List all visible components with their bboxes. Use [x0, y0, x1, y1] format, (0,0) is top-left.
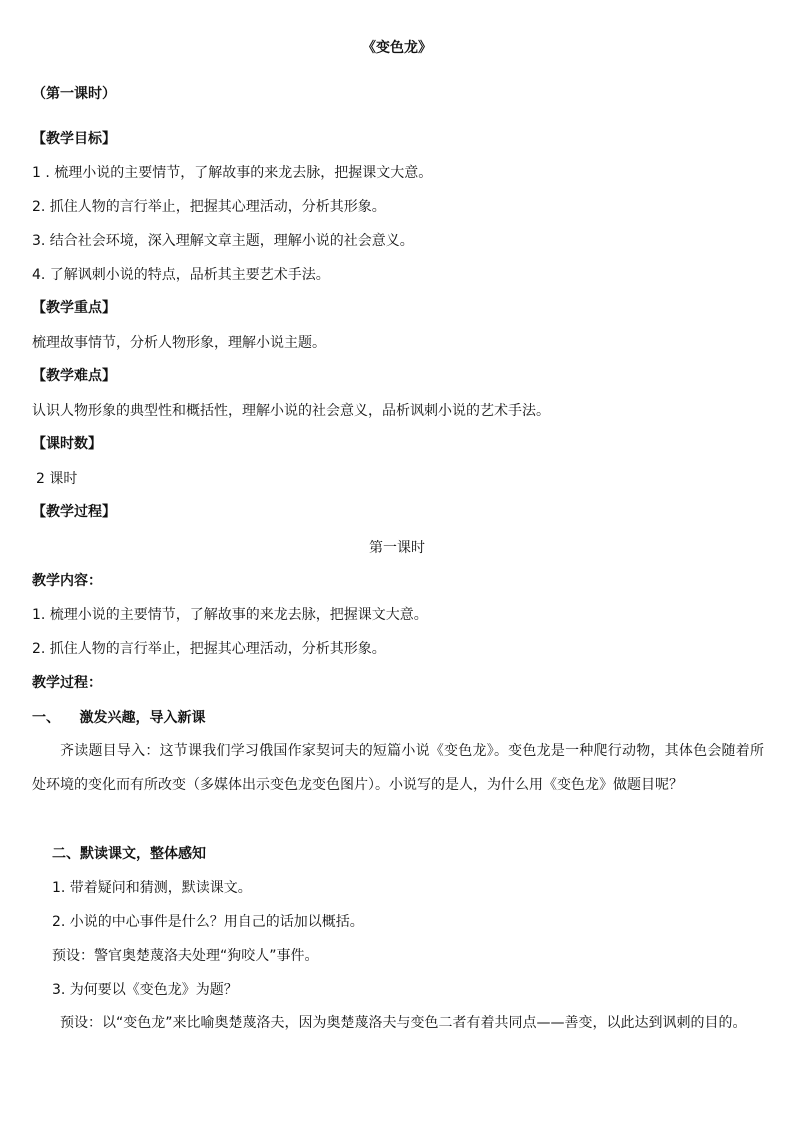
goal-item: 1 . 梳理小说的主要情节，了解故事的来龙去脉，把握课文大意。: [32, 165, 433, 181]
hours-text: 2 课时: [36, 471, 78, 487]
session-title: 第一课时: [369, 540, 425, 556]
content-label: 教学内容：: [32, 573, 102, 589]
process-label: 教学过程：: [32, 675, 102, 691]
key-points-text: 梳理故事情节，分析人物形象，理解小说主题。: [32, 335, 326, 351]
step2-answer-paragraph: 预设：以“变色龙”来比喻奥楚蔑洛夫，因为奥楚蔑洛夫与变色二者有着共同点——善变，以此达到讽刺的目的。: [60, 1015, 747, 1031]
hours-heading: 【课时数】: [32, 436, 102, 452]
goal-item: 4. 了解讽刺小说的特点，品析其主要艺术手法。: [32, 267, 330, 283]
difficulties-text: 认识人物形象的典型性和概括性，理解小说的社会意义，品析讽刺小说的艺术手法。: [32, 403, 550, 419]
content-item: 1. 梳理小说的主要情节，了解故事的来龙去脉，把握课文大意。: [32, 607, 428, 623]
step2-heading: 二、默读课文，整体感知: [52, 846, 206, 862]
key-points-heading: 【教学重点】: [32, 300, 116, 316]
step2-item: 3. 为何要以《变色龙》为题？: [52, 982, 238, 998]
step1-heading: 一、 激发兴趣，导入新课: [32, 710, 206, 726]
document-title: 《变色龙》: [362, 40, 432, 56]
goals-heading: 【教学目标】: [32, 131, 116, 147]
content-item: 2. 抓住人物的言行举止，把握其心理活动，分析其形象。: [32, 641, 386, 657]
step1-paragraph: 齐读题目导入：这节课我们学习俄国作家契诃夫的短篇小说《变色龙》。变色龙是一种爬行动物，其体色会随着所处环境的变化而有所改变（多媒体出示变色龙变色图片）。小说写的是人，为什么用《变色龙》做题目呢？: [32, 743, 764, 793]
goal-item: 3. 结合社会环境，深入理解文章主题，理解小说的社会意义。: [32, 233, 414, 249]
period-note: （第一课时）: [32, 86, 116, 102]
process-heading: 【教学过程】: [32, 504, 116, 520]
step2-item: 预设：警官奥楚蔑洛夫处理“狗咬人”事件。: [52, 948, 319, 964]
difficulties-heading: 【教学难点】: [32, 368, 116, 384]
step2-item: 2. 小说的中心事件是什么？用自己的话加以概括。: [52, 914, 364, 930]
goal-item: 2. 抓住人物的言行举止，把握其心理活动，分析其形象。: [32, 199, 386, 215]
step2-item: 1. 带着疑问和猜测，默读课文。: [52, 880, 252, 896]
